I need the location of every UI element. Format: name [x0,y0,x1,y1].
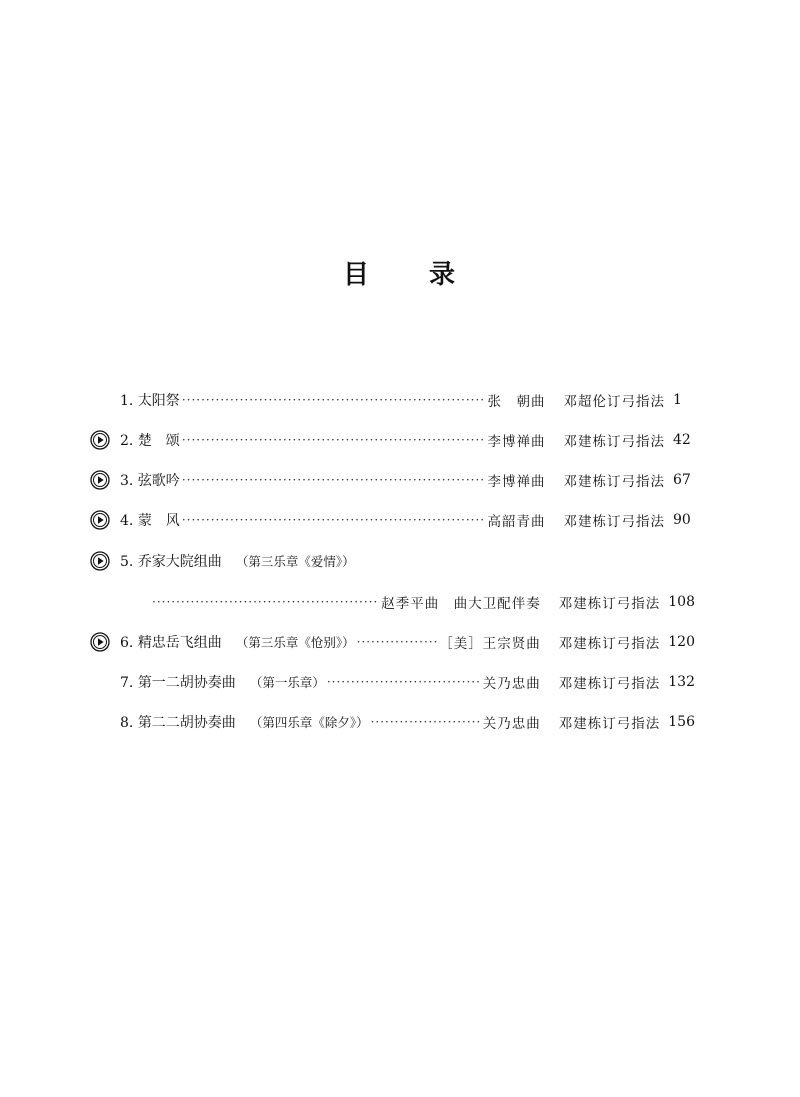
entry-bowing: 邓建栋订弓指法 [563,474,665,490]
entry-page: 1 [673,392,682,408]
page-title [0,254,800,291]
entry-composer: ［美］王宗贤曲 [439,636,541,652]
toc-entry[interactable] [120,711,695,733]
entry-page: 132 [668,674,695,690]
title-char-2: 录 [429,260,458,290]
entry-bowing: 邓建栋订弓指法 [563,514,665,530]
leader-dots [182,393,486,407]
leader-dots [182,473,486,487]
toc-entry[interactable] [120,509,695,531]
leader-dots [152,595,379,609]
entry-page: 120 [668,634,695,650]
entry-subtitle: （第一乐章） [249,675,325,690]
toc-entry[interactable] [120,429,695,451]
entry-title: 3. 弦歌吟 [120,473,180,489]
toc-entry[interactable] [120,550,695,572]
entry-subtitle: （第三乐章《怆别》） [235,635,355,650]
entry-composer: 关乃忠曲 [482,716,541,732]
entry-composer: 李博禅曲 [487,474,546,490]
toc-entry[interactable] [120,631,695,653]
leader-dots [327,675,481,689]
entry-page: 67 [673,472,691,488]
entry-bowing: 邓超伦订弓指法 [563,394,665,410]
toc-entry-continuation[interactable] [150,591,695,613]
entry-composer: 张 朝曲 [487,394,546,410]
entry-bowing: 邓建栋订弓指法 [558,636,661,652]
entry-title: 2. 楚 颂 [120,433,180,449]
entry-title: 7. 第一二胡协奏曲 [120,675,236,691]
entry-bowing: 邓建栋订弓指法 [558,596,661,612]
leader-dots [371,715,481,729]
entry-bowing: 邓建栋订弓指法 [563,434,665,450]
entry-subtitle: （第四乐章《除夕》） [249,715,369,730]
entry-page: 42 [673,432,691,448]
entry-title: 8. 第二二胡协奏曲 [120,715,236,731]
entry-page: 156 [668,714,695,730]
entry-title: 1. 太阳祭 [120,393,180,409]
entry-subtitle: （第三乐章《爱情》） [235,554,355,569]
entry-composer: 高韶青曲 [487,514,546,530]
toc-entry[interactable] [120,389,695,411]
leader-dots [357,635,438,649]
entry-title: 5. 乔家大院组曲 [120,554,222,570]
entry-bowing: 邓建栋订弓指法 [558,716,661,732]
toc-entry[interactable] [120,671,695,693]
leader-dots [182,513,486,527]
entry-composer: 关乃忠曲 [482,676,541,692]
play-circle-icon[interactable] [90,430,110,450]
play-circle-icon[interactable] [90,632,110,652]
entry-page: 90 [673,512,691,528]
title-char-1: 目 [342,260,371,290]
entry-bowing: 邓建栋订弓指法 [558,676,661,692]
entry-title: 4. 蒙 风 [120,513,180,529]
toc-entry[interactable] [120,469,695,491]
play-circle-icon[interactable] [90,551,110,571]
play-circle-icon[interactable] [90,510,110,530]
play-circle-icon[interactable] [90,470,110,490]
entry-composer: 李博禅曲 [487,434,546,450]
entry-title: 6. 精忠岳飞组曲 [120,635,222,651]
entry-page: 108 [668,594,695,610]
entry-composer: 赵季平曲 曲大卫配伴奏 [381,596,541,612]
leader-dots [182,433,486,447]
